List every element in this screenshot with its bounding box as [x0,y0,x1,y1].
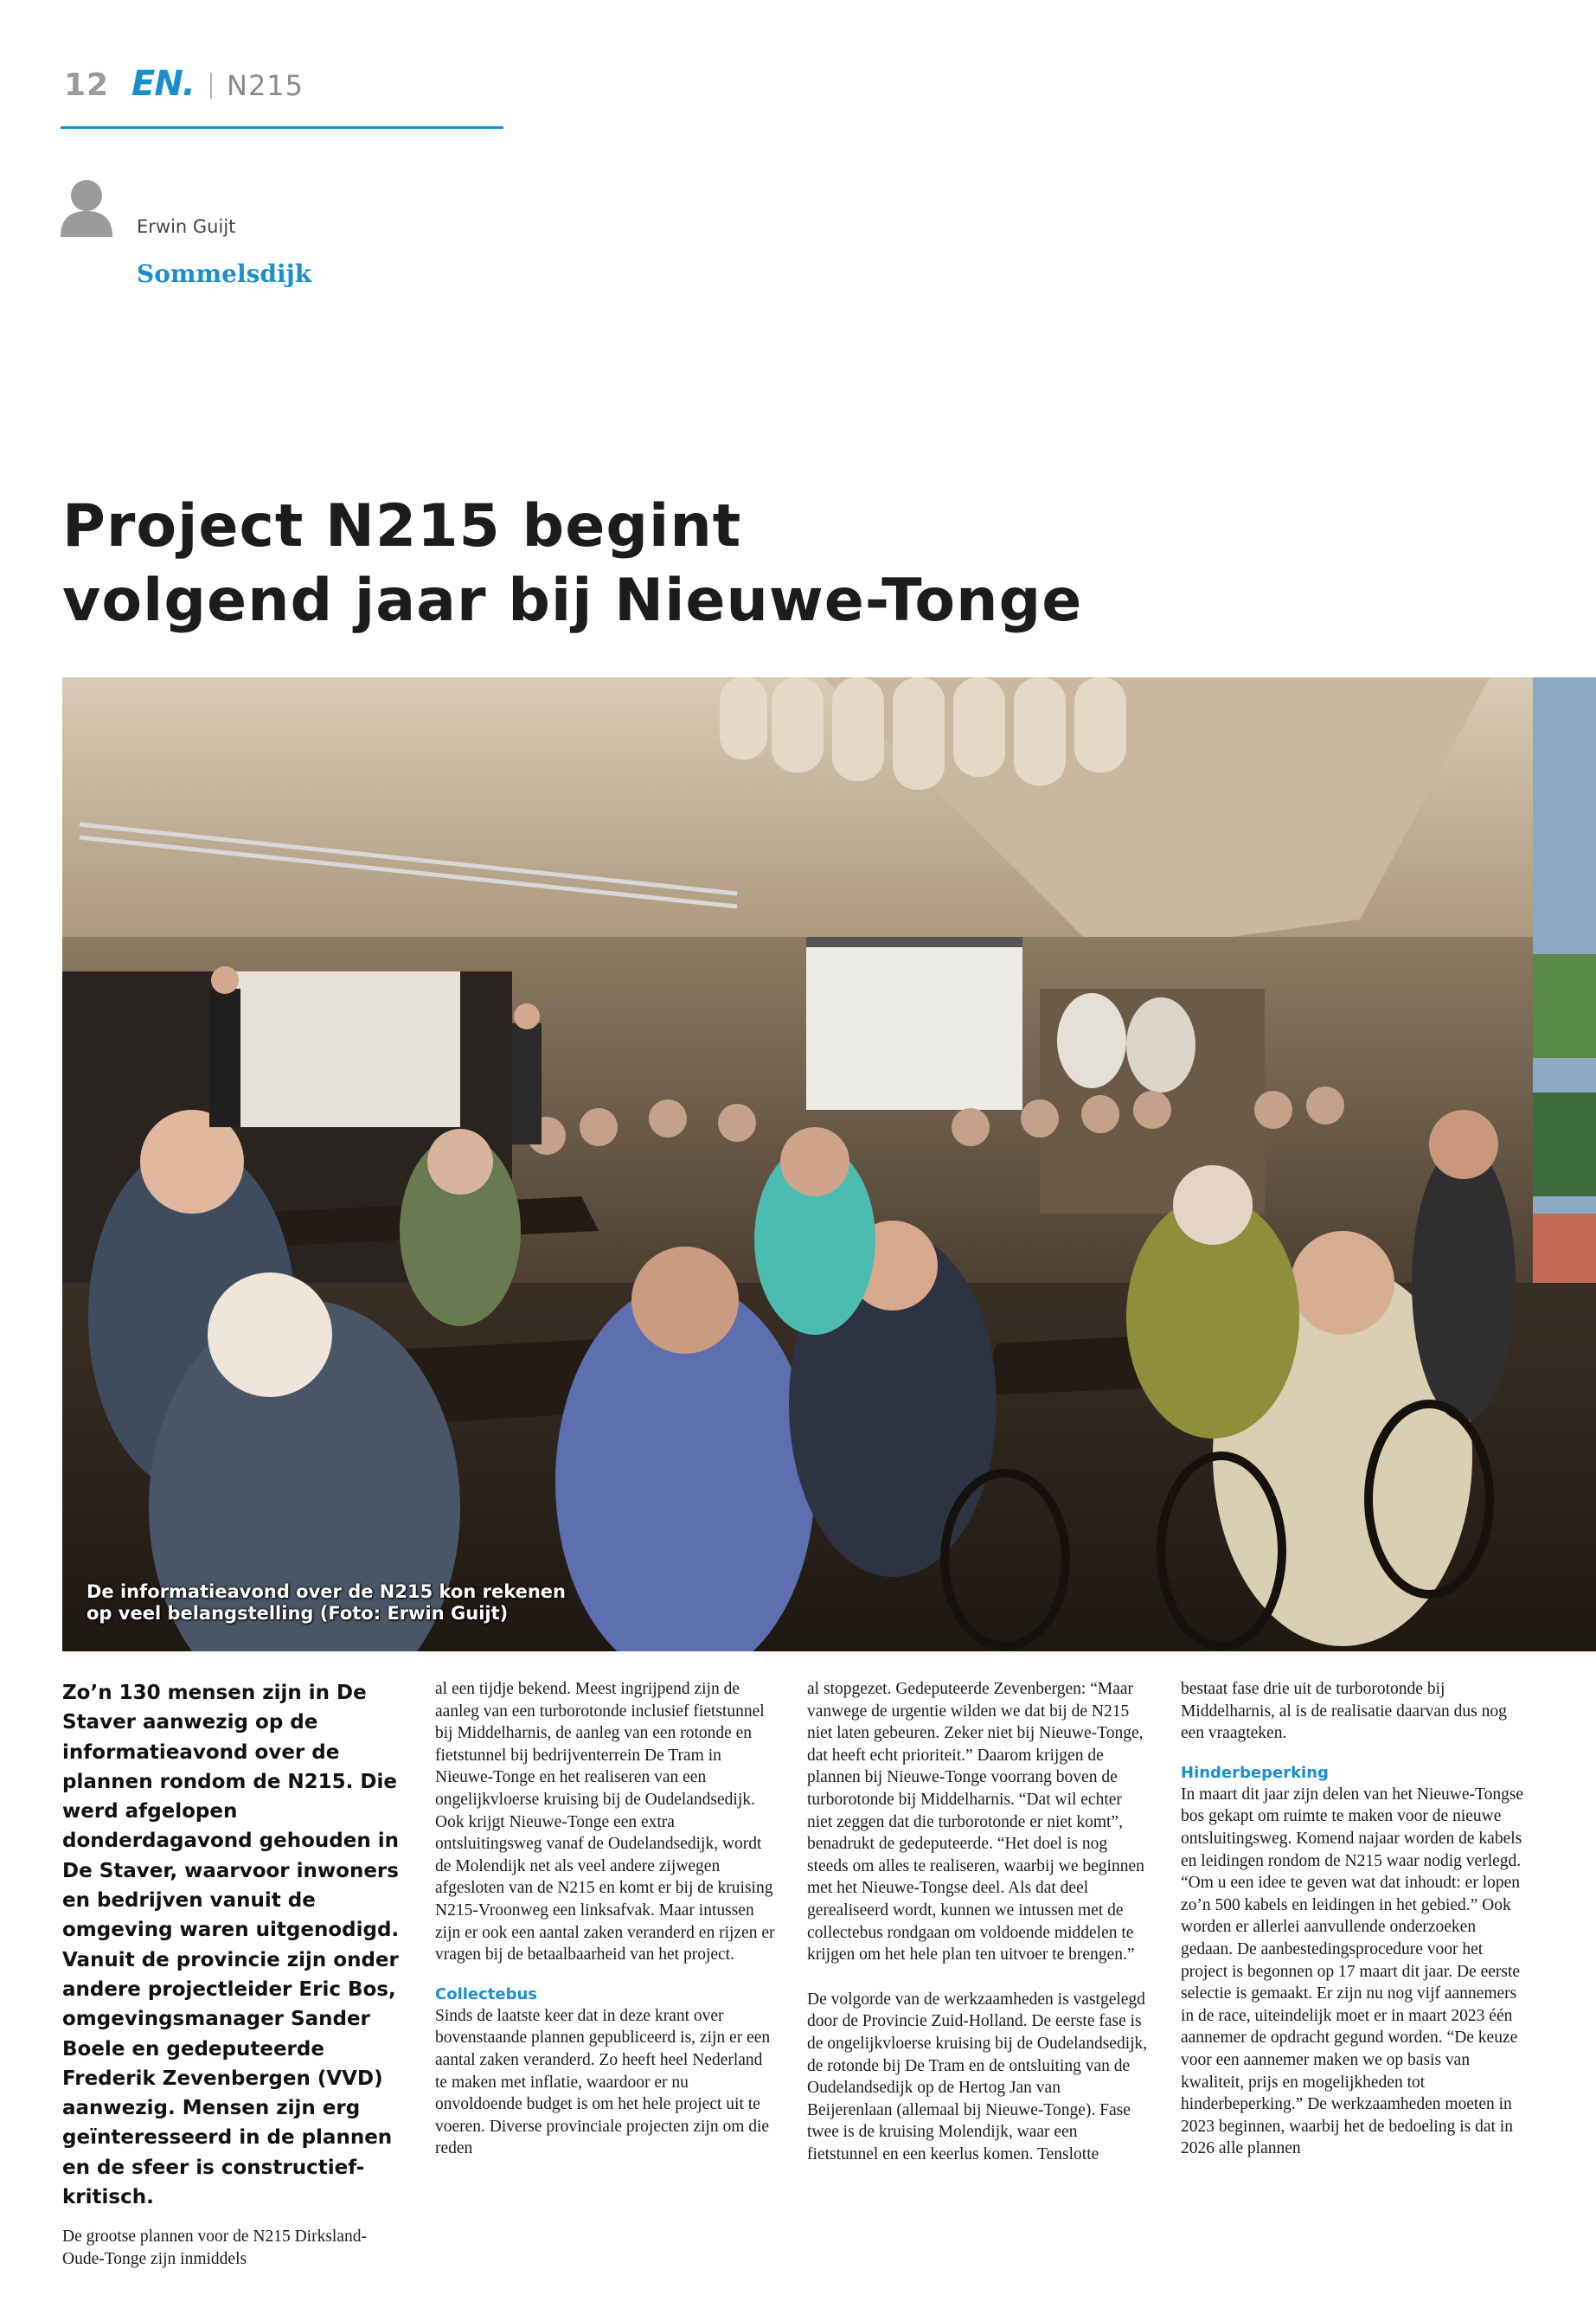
publication-logo: EN. [131,64,195,104]
photo-illustration [62,677,1596,1651]
photo-caption [87,1581,566,1625]
photo-caption-line-1: De informatieavond over de N215 kon rekenen [87,1581,566,1602]
subheading-hinderbeperking: Hinderbeperking [1181,1763,1329,1782]
article-paragraph: bestaat fase drie uit de turborotonde bij Middelharnis, al is de realisatie daarvan dus nog een vraagteken. [1181,1680,1507,1743]
photo-caption-line-2: op veel belangstelling (Foto: Erwin Guijt) [87,1603,509,1624]
article-photo [62,677,1596,1651]
headline [62,490,1360,638]
article-paragraph: Sinds de laatste keer dat in deze krant over bovenstaande plannen gepubliceerd is, zijn er een aantal zaken veranderd. Zo heeft heel Nederland te maken met inflatie, waardoor er nu onvoldoende budget is om het hele project uit te voeren. Diverse provinciale projecten zijn om die reden [435,2006,771,2158]
subheading-collectebus: Collectebus [435,1984,538,2003]
article-paragraph: De grootse plannen voor de N215 Dirksland-Oude-Tonge zijn inmiddels [62,2227,367,2268]
article-paragraph: De volgorde van de werkzaamheden is vastgelegd door de Provincie Zuid-Holland. De eerste fase is de ongelijkvloerse kruising bij de Oudelandsedijk, de rotonde bij De Tram en de ontsluiting van de Oudelandsedijk op de Hertog Jan van Beijerenlaan (allemaal bij Nieuwe-Tonge). Fase twee is de kruising Molendijk, waar een fietstunnel en een keerlus komen. Tenslotte [807,1990,1148,2163]
headline-line-2: volgend jaar bij Nieuwe-Tonge [62,567,1083,635]
article-paragraph: In maart dit jaar zijn delen van het Nieuwe-Tongse bos gekapt om ruimte te maken voor de nieuwe ontsluitingsweg. Komend najaar worden de kabels en leidingen rondom de N215 waar nodig verlegd. “Om u een idee te geven wat dat inhoudt: er lopen zo’n 500 kabels en leidingen in het gebied.” Ook worden er allerlei aanvullende onderzoeken gedaan. De aanbestedingsprocedure voor het project is begonnen op 17 maart dit jaar. De eerste selectie is gemaakt. Er zijn nu nog vijf aannemers in de race, uiteindelijk moet er in maart 2023 één aannemer de opdracht gegund worden. “De keuze voor een aannemer maken we op basis van kwaliteit, prijs en mogelijkheden tot hinderbeperking.” De werkzaamheden moeten in 2023 beginnen, waarbij het de bedoeling is dat in 2026 alle plannen [1181,1785,1524,2158]
article-column-4 [1181,1678,1531,2160]
page-number: 12 [64,67,110,103]
section-label: N215 [227,69,304,102]
author-avatar-icon [61,178,112,237]
author-name: Erwin Guijt [137,216,236,237]
header-rule [61,126,503,129]
header-separator [210,73,212,99]
article-lead: Zo’n 130 mensen zijn in De Staver aanwezig op de informatieavond over de plannen rondom de N215. Die werd afgelopen donderdagavond gehouden in De Staver, waarvoor inwoners en bedrijven vanuit de omgeving waren uitgenodigd. Vanuit de provincie zijn onder andere projectleider Eric Bos, omgevingsmanager Sander Boele en gedeputeerde Frederik Zevenbergen (VVD) aanwezig. Mensen zijn erg geïnteresseerd in de plannen en de sfeer is constructief-kritisch. [62,1682,400,2209]
article-column-2 [435,1678,777,2160]
dateline-location: Sommelsdijk [137,260,312,288]
article-column-1 [62,1678,408,2271]
article-paragraph: al stopgezet. Gedeputeerde Zevenbergen: “Maar vanwege de urgentie wilden we dat bij de N215 niet laten gebeuren. Zeker niet bij Nieuwe-Tonge, dat heeft echt prioriteit.” Daarom krijgen de plannen bij Nieuwe-Tonge voorrang boven de turborotonde bij Middelharnis. “Dat wil echter niet zeggen dat die turborotonde er niet komt”, benadrukt de gedeputeerde. “Het doel is nog steeds om alles te realiseren, waarbij we beginnen met het Nieuwe-Tongse deel. Als dat deel gerealiseerd wordt, kunnen we intussen met de collectebus rondgaan om voldoende middelen te krijgen om het hele plan ten uitvoer te brengen.” [807,1680,1144,1965]
article-paragraph: al een tijdje bekend. Meest ingrijpend zijn de aanleg van een turborotonde inclusief fietstunnel bij Middelharnis, de aanleg van een rotonde en fietstunnel bij bedrijventerrein De Tram in Nieuwe-Tonge en het realiseren van een ongelijkvloerse kruising bij de Oudelandsedijk. Ook krijgt Nieuwe-Tonge een extra ontsluitingsweg vanaf de Oudelandsedijk, wordt de Molendijk net als veel andere zijwegen afgesloten van de N215 en komt er bij de kruising N215-Vroonweg een linksafvak. Maar intussen zijn er ook een aantal zaken veranderd en rijzen er vragen bij de betaalbaarheid van het project. [435,1680,775,1965]
article-column-3 [807,1678,1149,2165]
headline-line-1: Project N215 begint [62,492,742,561]
